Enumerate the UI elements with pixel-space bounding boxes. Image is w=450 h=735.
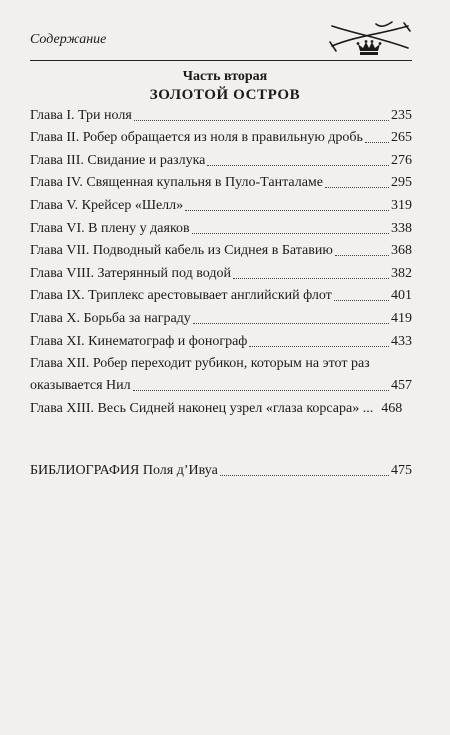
dot-leader — [192, 233, 389, 234]
dot-leader — [134, 120, 389, 121]
toc-entry-title: Глава II. Робер обращается из ноля в правильную дробь — [30, 130, 363, 146]
toc-entry-title: оказывается Нил — [30, 378, 131, 394]
bibliography-page: 475 — [391, 462, 412, 478]
toc-entry-title: Глава XI. Кинематограф и фонограф — [30, 333, 248, 349]
toc-entry-12[interactable] — [30, 375, 412, 398]
dot-leader — [193, 323, 389, 324]
dot-leader — [325, 187, 389, 188]
part-title: Часть вторая — [182, 69, 268, 84]
dot-leader — [249, 346, 389, 347]
dot-leader — [334, 300, 389, 301]
toc-entry-9[interactable] — [30, 285, 412, 308]
toc-entry-8[interactable] — [30, 262, 412, 285]
toc-entry-title: Глава I. Три ноля — [30, 107, 132, 123]
toc-entry-13[interactable] — [30, 397, 412, 420]
toc-entry-page: 265 — [391, 130, 412, 146]
dot-leader — [207, 165, 389, 166]
toc-entry-11[interactable] — [30, 330, 412, 353]
dot-leader — [185, 210, 389, 211]
toc-entry-page: 235 — [391, 107, 412, 123]
bibliography-title: БИБЛИОГРАФИЯ Поля д’Ивуа — [30, 462, 218, 478]
running-header — [30, 20, 412, 60]
toc-entry-1[interactable] — [30, 104, 412, 127]
toc-entry-page: 319 — [391, 197, 412, 213]
toc-entry-page: 368 — [391, 243, 412, 259]
toc-entry-2[interactable] — [30, 127, 412, 150]
running-header-title: Содержание — [30, 32, 107, 47]
toc-entry-6[interactable] — [30, 217, 412, 240]
table-of-contents — [30, 104, 412, 420]
toc-entry-title: Глава IX. Триплекс арестовывает английский флот — [30, 288, 332, 304]
toc-entry-page: 419 — [391, 310, 412, 326]
header-rule — [30, 60, 412, 61]
toc-entry-page: 457 — [391, 378, 412, 394]
toc-entry-5[interactable] — [30, 194, 412, 217]
toc-entry-title: Глава III. Свидание и разлука — [30, 152, 206, 168]
toc-entry-3[interactable] — [30, 149, 412, 172]
toc-entry-page: 433 — [391, 333, 412, 349]
toc-entry-title: Глава IV. Священная купальня в Пуло-Танталаме — [30, 175, 323, 191]
toc-entry-page: 338 — [391, 220, 412, 236]
dot-leader — [220, 475, 389, 476]
dot-leader — [233, 278, 389, 279]
toc-entry-title: Глава XIII. Весь Сидней наконец узрел «глаза корсара» ... — [30, 400, 374, 416]
bibliography-entry[interactable] — [30, 459, 412, 482]
toc-entry-10[interactable] — [30, 307, 412, 330]
toc-entry-title: Глава VI. В плену у даяков — [30, 220, 190, 236]
toc-entry-page: 401 — [391, 288, 412, 304]
toc-entry-7[interactable] — [30, 240, 412, 263]
toc-entry-title: Глава V. Крейсер «Шелл» — [30, 197, 184, 213]
toc-entry-4[interactable] — [30, 172, 412, 195]
toc-entry-page: 276 — [391, 152, 412, 168]
toc-entry-page: 468 — [381, 400, 403, 416]
dot-leader — [365, 142, 389, 143]
dot-leader — [133, 390, 389, 391]
toc-entry-title: Глава VIII. Затерянный под водой — [30, 265, 231, 281]
toc-entry-page: 382 — [391, 265, 412, 281]
toc-entry-page: 295 — [391, 175, 412, 191]
toc-entry-title: Глава X. Борьба за награду — [30, 310, 191, 326]
toc-entry-title: Глава VII. Подводный кабель из Сиднея в Батавию — [30, 243, 333, 259]
section-title: ЗОЛОТОЙ ОСТРОВ — [149, 87, 301, 103]
crossed-swords-crown-icon — [326, 20, 412, 62]
dot-leader — [335, 255, 389, 256]
toc-entry-12-line1[interactable]: Глава XII. Робер переходит рубикон, которым на этот раз — [30, 355, 370, 371]
